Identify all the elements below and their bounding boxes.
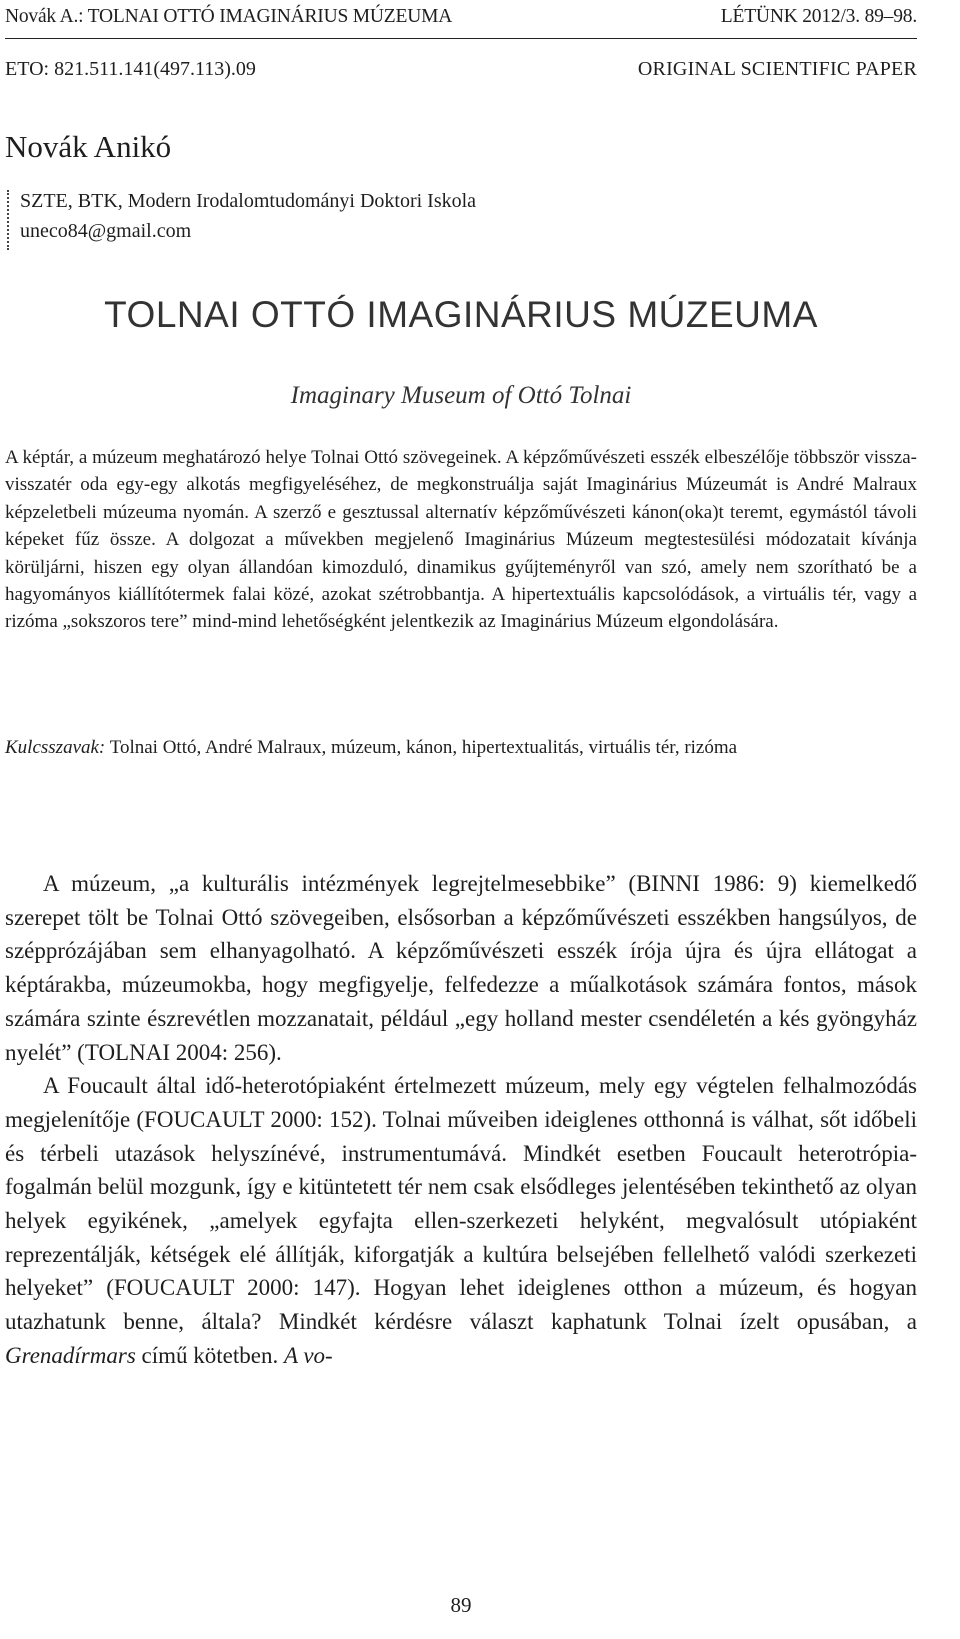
author-affiliation-block xyxy=(5,186,476,248)
author-email: uneco84@gmail.com xyxy=(20,220,192,242)
paragraph-text: című kötetben. xyxy=(135,1342,284,1368)
paper-type: ORIGINAL SCIENTIFIC PAPER xyxy=(637,58,917,80)
abstract: A képtár, a múzeum meghatározó helye Tolnai Ottó szövegeinek. A képzőművészeti esszék elbeszélője többször vissza-visszatér oda egy-egy alkotás megfigyeléséhez, de megkonstruálja saját Imaginárius Múzeumát is André Malraux képzeletbeli múzeuma nyomán. A szerző e gesztussal alternatív képzőművészeti kánon(oka)t teremt, egymástól távoli képeket fűz össze. A dolgozat a művekben megjelenő Imaginárius Múzeum megtestesülési módozatait kívánja körüljárni, hiszen egy olyan állandóan kimozduló, dinamikus gyűjteményről van szó, amely nem szorítható be a hagyományos kiállítótermek falai közé, azokat szétrobbantja. A hipertextuális kapcsolódások, a virtuális tér, vagy a rizóma „sokszoros tere” mind-mind lehetőségként jelentkezik az Imaginárius Múzeum elgondolására. xyxy=(5,447,917,633)
affiliation: SZTE, BTK, Modern Irodalomtudományi Doktori Iskola xyxy=(20,190,477,212)
running-header-right: LÉTÜNK 2012/3. 89–98. xyxy=(720,6,917,27)
paragraph-text: A Foucault által idő-heterotópiaként értelmezett múzeum, mely egy végtelen felhalmozódás megjelenítője (FOUCAULT 2000: 152). Tolnai műveiben ideiglenes otthonná is válhat, sőt időbeli és térbeli utazások helyszínévé, instrumentumává. Mindkét esetben Foucault heterotrópia-fogalmán belül mozgunk, így e kitüntetett tér nem csak elsődleges jelentésében tekinthető az olyan helyek egyikének, „amelyek egyfajta ellen-szerkezeti helyként, megvalósult utópiaként reprezentálják, kétségek elé állítják, kiforgatják a kultúra belsejében fellelhető valódi szerkezeti helyeket” (FOUCAULT 2000: 147). Hogyan lehet ideiglenes otthon a múzeum, és hogyan utazhatunk benne, általa? Mindkét kérdésre választ kaphatunk Tolnai ízelt opusában, a xyxy=(5,1073,917,1335)
keywords-list: Tolnai Ottó, André Malraux, múzeum, kánon, hipertextualitás, virtuális tér, rizóma xyxy=(109,737,738,758)
dotted-divider xyxy=(7,190,9,250)
body-text xyxy=(5,867,917,1373)
body-paragraph xyxy=(5,1069,917,1372)
article-subtitle: Imaginary Museum of Ottó Tolnai xyxy=(290,382,632,409)
journal-page xyxy=(5,0,917,1639)
author-name: Novák Anikó xyxy=(5,129,172,164)
running-header xyxy=(5,6,917,36)
header-rule xyxy=(5,38,917,39)
book-title: Grenadírmars xyxy=(5,1342,136,1368)
keywords xyxy=(5,733,917,763)
body-paragraph: A múzeum, „a kulturális intézmények legrejtelmesebbike” (BINNI 1986: 9) kiemelkedő szerepet tölt be Tolnai Ottó szövegeiben, elsősorban a képzőművészeti esszékben hangsúlyos, de szépprózájában sem elhanyagolható. A képzőművészeti esszék írója újra és újra ellátogat a képtárakba, múzeumokba, hogy megfigyelje, felfedezze a műalkotások számára fontos, mások számára szinte észrevétlen mozzanatait, például „egy holland mester csendéletén a kés gyöngyház nyelét” (TOLNAI 2004: 256). xyxy=(5,871,917,1065)
page-number: 89 xyxy=(450,1593,472,1617)
keywords-label: Kulcsszavak: xyxy=(5,737,106,758)
running-header-left: Novák A.: TOLNAI OTTÓ IMAGINÁRIUS MÚZEUMA xyxy=(5,6,453,27)
article-title: TOLNAI OTTÓ IMAGINÁRIUS MÚZEUMA xyxy=(104,294,818,335)
paragraph-continuation: A vo- xyxy=(283,1342,333,1368)
udc-code: ETO: 821.511.141(497.113).09 xyxy=(5,58,256,80)
